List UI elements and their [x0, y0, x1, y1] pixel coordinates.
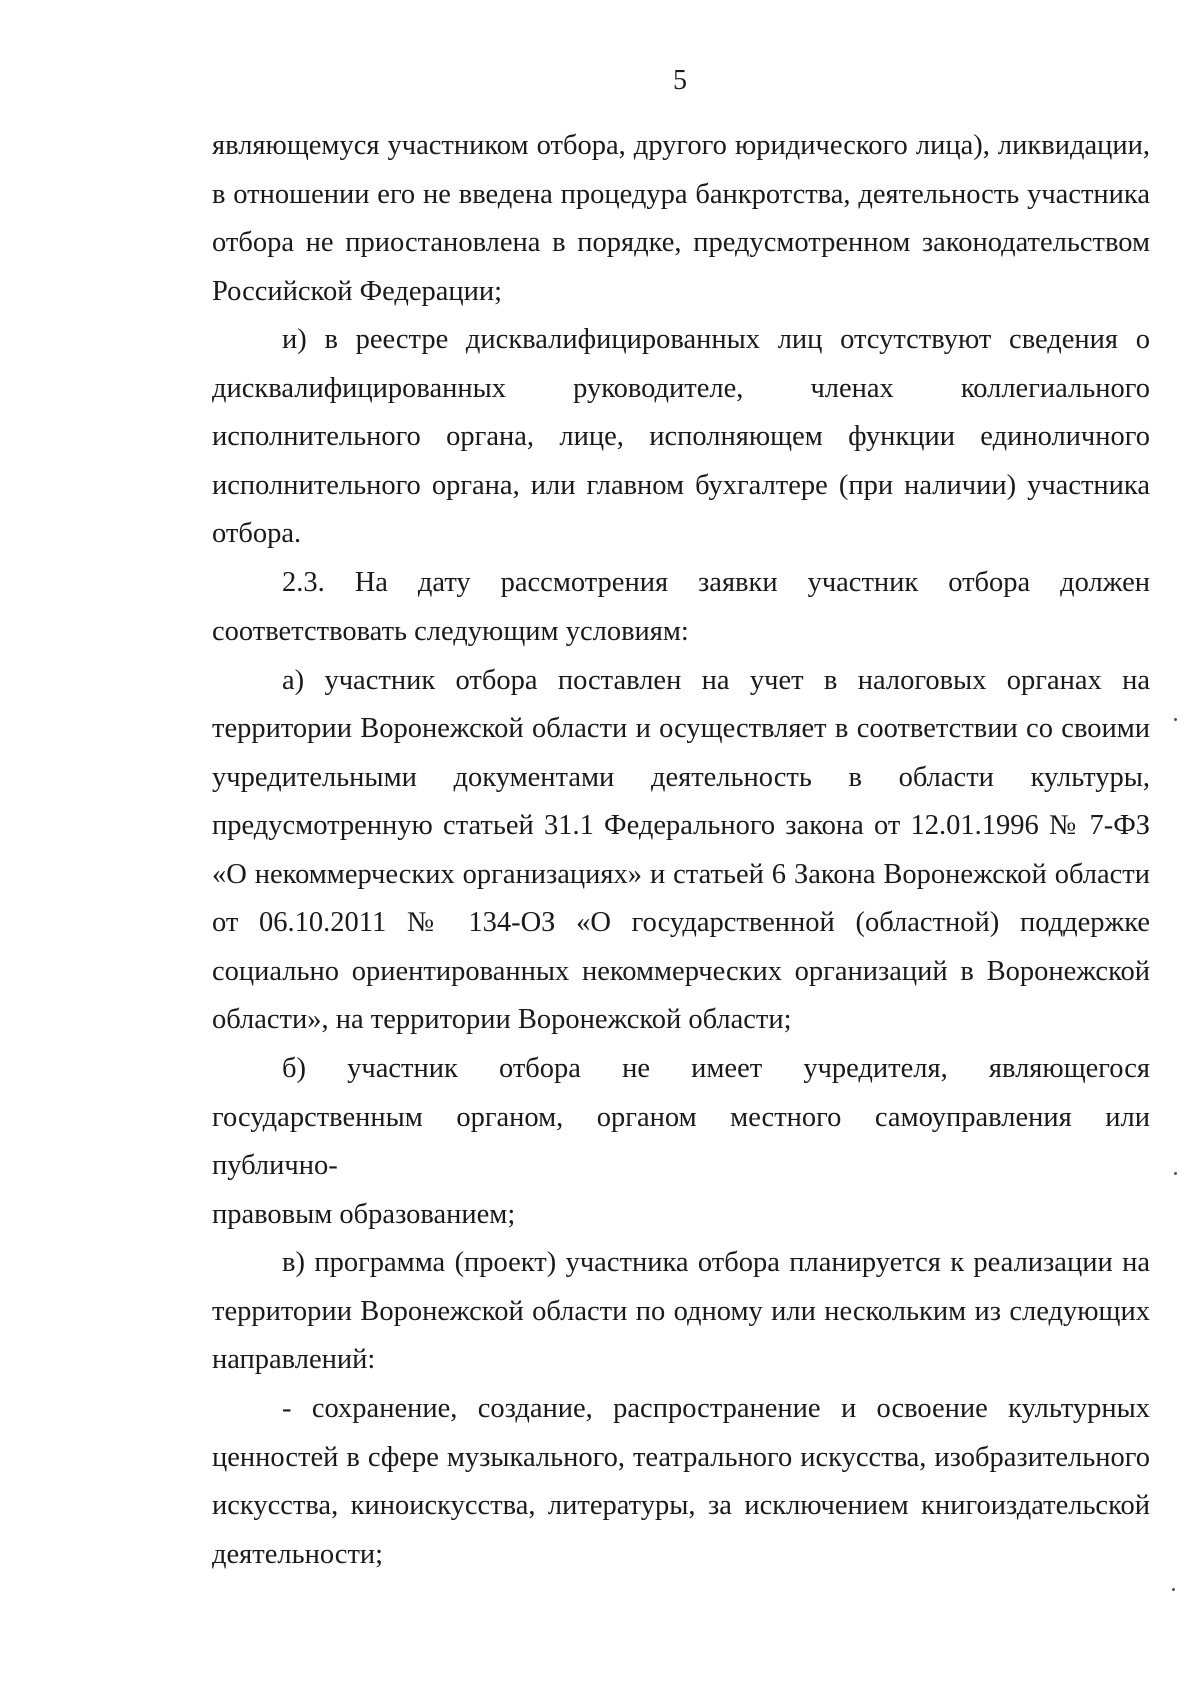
paragraph-item-v [212, 1239, 1150, 1385]
text-line: территории Воронежской области по одному или нескольким из следующих [212, 1295, 1150, 1327]
text-line: в отношении его не введена процедура банкротства, деятельность участника [212, 178, 1150, 210]
text-line: соответствовать следующим условиям: [212, 615, 689, 647]
text-line: дисквалифицированных руководителе, членах коллегиального [212, 372, 1150, 404]
text-line: Российской Федерации; [212, 275, 503, 307]
text-line: являющемуся участником отбора, другого юридического лица), ликвидации, [212, 130, 1150, 161]
paragraph-item-b [212, 1045, 1150, 1239]
text-line: - сохранение, создание, распространение и освоение культурных [282, 1393, 1150, 1425]
text-line: от 06.10.2011 № 134-ОЗ «О государственной (областной) поддержке [212, 907, 1150, 939]
paragraph-2-3 [212, 559, 1150, 656]
text-line: исполнительного органа, или главном бухгалтере (при наличии) участника [212, 469, 1150, 501]
text-line: исполнительного органа, лице, исполняющем функции единоличного [212, 421, 1150, 453]
scan-speck [1172, 1588, 1175, 1591]
text-line: области», на территории Воронежской области; [212, 1004, 792, 1036]
text-line: в) программа (проект) участника отбора планируется к реализации на [282, 1247, 1150, 1279]
page-number: 5 [673, 65, 687, 96]
text-line: направлений: [212, 1344, 376, 1376]
text-line: 2.3. На дату рассмотрения заявки участник отбора должен [282, 567, 1150, 599]
text-line: отбора. [212, 518, 302, 550]
text-line: ценностей в сфере музыкального, театрального искусства, изобразительного [212, 1441, 1150, 1473]
text-line: и) в реестре дисквалифицированных лиц отсутствуют сведения о [282, 324, 1150, 356]
scan-speck [1174, 718, 1177, 721]
text-line: правовым образованием; [212, 1198, 516, 1230]
text-line: предусмотренную статьей 31.1 Федерального закона от 12.01.1996 № 7-ФЗ [212, 810, 1150, 842]
paragraph-item-i [212, 316, 1150, 559]
text-line: территории Воронежской области и осуществляет в соответствии со своими [212, 713, 1150, 745]
scan-speck [1174, 1172, 1177, 1175]
document-body [212, 122, 1150, 1580]
text-line: государственным органом, органом местного самоуправления или публично- [212, 1101, 1150, 1182]
text-line: деятельности; [212, 1538, 384, 1570]
text-line: б) участник отбора не имеет учредителя, являющегося [282, 1053, 1150, 1085]
paragraph-list-culture [212, 1385, 1150, 1579]
text-line: учредительными документами деятельность в области культуры, [212, 761, 1150, 793]
paragraph-liquidation [212, 122, 1150, 316]
text-line: социально ориентированных некоммерческих организаций в Воронежской [212, 955, 1150, 987]
text-line: «О некоммерческих организациях» и статьей 6 Закона Воронежской области [212, 858, 1150, 890]
paragraph-item-a [212, 657, 1150, 1045]
text-line: отбора не приостановлена в порядке, предусмотренном законодательством [212, 227, 1150, 258]
text-line: искусства, киноискусства, литературы, за исключением книгоиздательской [212, 1490, 1150, 1522]
text-line: а) участник отбора поставлен на учет в налоговых органах на [282, 664, 1150, 696]
